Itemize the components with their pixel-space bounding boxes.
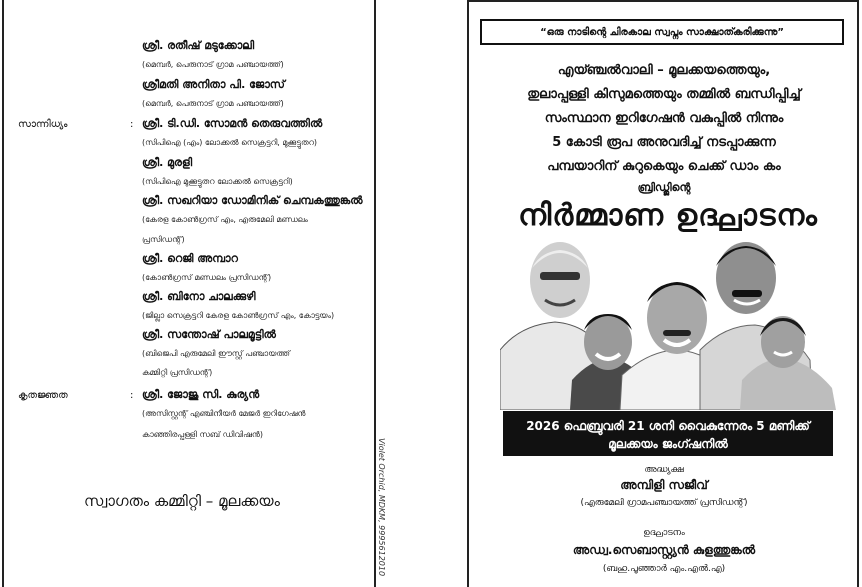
inaugurator-role: (ബഹു.പൂഞ്ഞാർ എം.എൽ.എ) xyxy=(602,564,726,574)
entry-name: ശ്രീ. സന്തോഷ് പാലമൂട്ടിൽ xyxy=(142,328,276,341)
quote-banner xyxy=(480,19,844,45)
printer-credit: Violet Orchid, MDKM, 9995612010 xyxy=(377,438,386,577)
dignitaries-photo xyxy=(500,230,838,410)
event-datetime: 2026 ഫെബ്രുവരി 21 ശനി വൈകുന്നേരം 5 മണിക്ക് xyxy=(526,419,810,433)
entry-role: കമ്മിറ്റി പ്രസിഡന്റ്) xyxy=(142,368,213,377)
entry-name: ശ്രീ. ജോജു സി. കുര്യൻ xyxy=(142,388,260,401)
inauguration-label: ഉദ്ഘാടനം xyxy=(643,528,685,538)
entry-name: ശ്രീമതി അനിതാ പി. ജോസ് xyxy=(142,78,285,91)
presiding-name: അമ്പിളി സജീവ് xyxy=(620,478,708,492)
entry-role: (ജില്ലാ സെക്രട്ടറി കേരള കോൺഗ്രസ് എം, കോട്ടയം) xyxy=(142,311,335,320)
entry-role: (മെമ്പർ, പെരുനാട് ഗ്രാമ പഞ്ചായത്ത്) xyxy=(142,60,284,69)
inaugurator-name: അഡ്വ.സെബാസ്റ്റ്യൻ കുളത്തുങ്കൽ xyxy=(572,543,756,557)
presiding-role: (എരുമേലി ഗ്രാമപഞ്ചായത്ത് പ്രസിഡന്റ്) xyxy=(580,498,748,508)
entry-name: ശ്രീ. ടി.ഡി. സോമൻ തെരുവത്തിൽ xyxy=(142,117,323,130)
event-venue: മൂലക്കയം ജംഗ്ഷനിൽ xyxy=(608,437,728,451)
entry-role: കാഞ്ഞിരപ്പള്ളി സബ് ഡിവിഷൻ) xyxy=(142,430,263,439)
entry-name: ശ്രീ. ബിനോ ചാലക്കുഴി xyxy=(142,290,256,303)
right-page-left-border xyxy=(467,0,469,587)
headline-line: 5 കോടി രൂപ അനുവദിച്ച് നടപ്പാക്കുന്ന xyxy=(552,135,776,150)
entry-role: (കേരള കോൺഗ്രസ് എം, എരുമേലി മണ്ഡലം xyxy=(142,215,308,224)
entry-role: പ്രസിഡന്റ്) xyxy=(142,235,185,244)
entry-name: ശ്രീ. മുരളി xyxy=(142,156,193,169)
entry-role: (അസിസ്റ്റന്റ് എഞ്ചിനീയർ മേജർ ഇറിഗേഷൻ xyxy=(142,409,306,418)
headline-line: എയ്ഞ്ചൽവാലി – മൂലക്കയത്തെയും, xyxy=(557,63,771,78)
headline-line: ബ്രിഡ്ജിന്റെ xyxy=(637,181,691,194)
headline-line: സംസ്ഥാന ഇറിഗേഷൻ വകുപ്പിൽ നിന്നും xyxy=(544,111,784,126)
colon: : xyxy=(130,390,134,401)
event-date-venue xyxy=(503,411,833,456)
section-label-kritajnata: കൃതജ്ഞത xyxy=(18,390,68,401)
entry-role: (കോൺഗ്രസ് മണ്ഡലം പ്രസിഡന്റ്) xyxy=(142,273,272,282)
welcome-committee: സ്വാഗതം കമ്മിറ്റി – മൂലക്കയം xyxy=(84,492,280,510)
entry-role: (സിപിഐ (എം) ലോക്കൽ സെക്രട്ടറി, മുക്കൂട്ടുതറ) xyxy=(142,138,317,147)
colon: : xyxy=(130,119,134,130)
entry-name: ശ്രീ. റെജി അമ്പാറ xyxy=(142,252,238,265)
presiding-label: അദ്ധ്യക്ഷ xyxy=(644,465,684,475)
left-page-left-border xyxy=(2,0,4,587)
entry-role: (മെമ്പർ, പെരുനാട് ഗ്രാമ പഞ്ചായത്ത്) xyxy=(142,99,284,108)
headline-line: തുലാപ്പള്ളി കിസുമത്തെയും തമ്മിൽ ബന്ധിപ്പിച്ച് xyxy=(527,87,801,102)
entry-name: ശ്രീ. രതീഷ് മടുക്കോലി xyxy=(142,39,255,52)
event-title: നിർമ്മാണ ഉദ്ഘാടനം xyxy=(518,198,818,233)
entry-role: (സിപിഐ മുക്കൂട്ടുതറ ലോക്കൽ സെക്രട്ടറി) xyxy=(142,177,293,186)
quote-text: “ഒരു നാടിന്റെ ചിരകാല സ്വപ്നം സാക്ഷാത്കരിക്കുന്നു” xyxy=(540,26,784,38)
right-page-right-border xyxy=(857,0,859,587)
entry-name: ശ്രീ. സഖറിയാ ഡോമിനിക് ചെമ്പകത്തുങ്കൽ xyxy=(142,194,363,207)
section-label-sanidhyam: സാന്നിധ്യം xyxy=(18,119,68,130)
entry-role: (ബിജെപി എരുമേലി ഈസ്റ്റ് പഞ്ചായത്ത് xyxy=(142,349,290,358)
headline-line: പമ്പയാറിന് കുറുകെയും ചെക്ക് ഡാം കം xyxy=(547,159,781,174)
right-page-top-border xyxy=(467,0,859,2)
